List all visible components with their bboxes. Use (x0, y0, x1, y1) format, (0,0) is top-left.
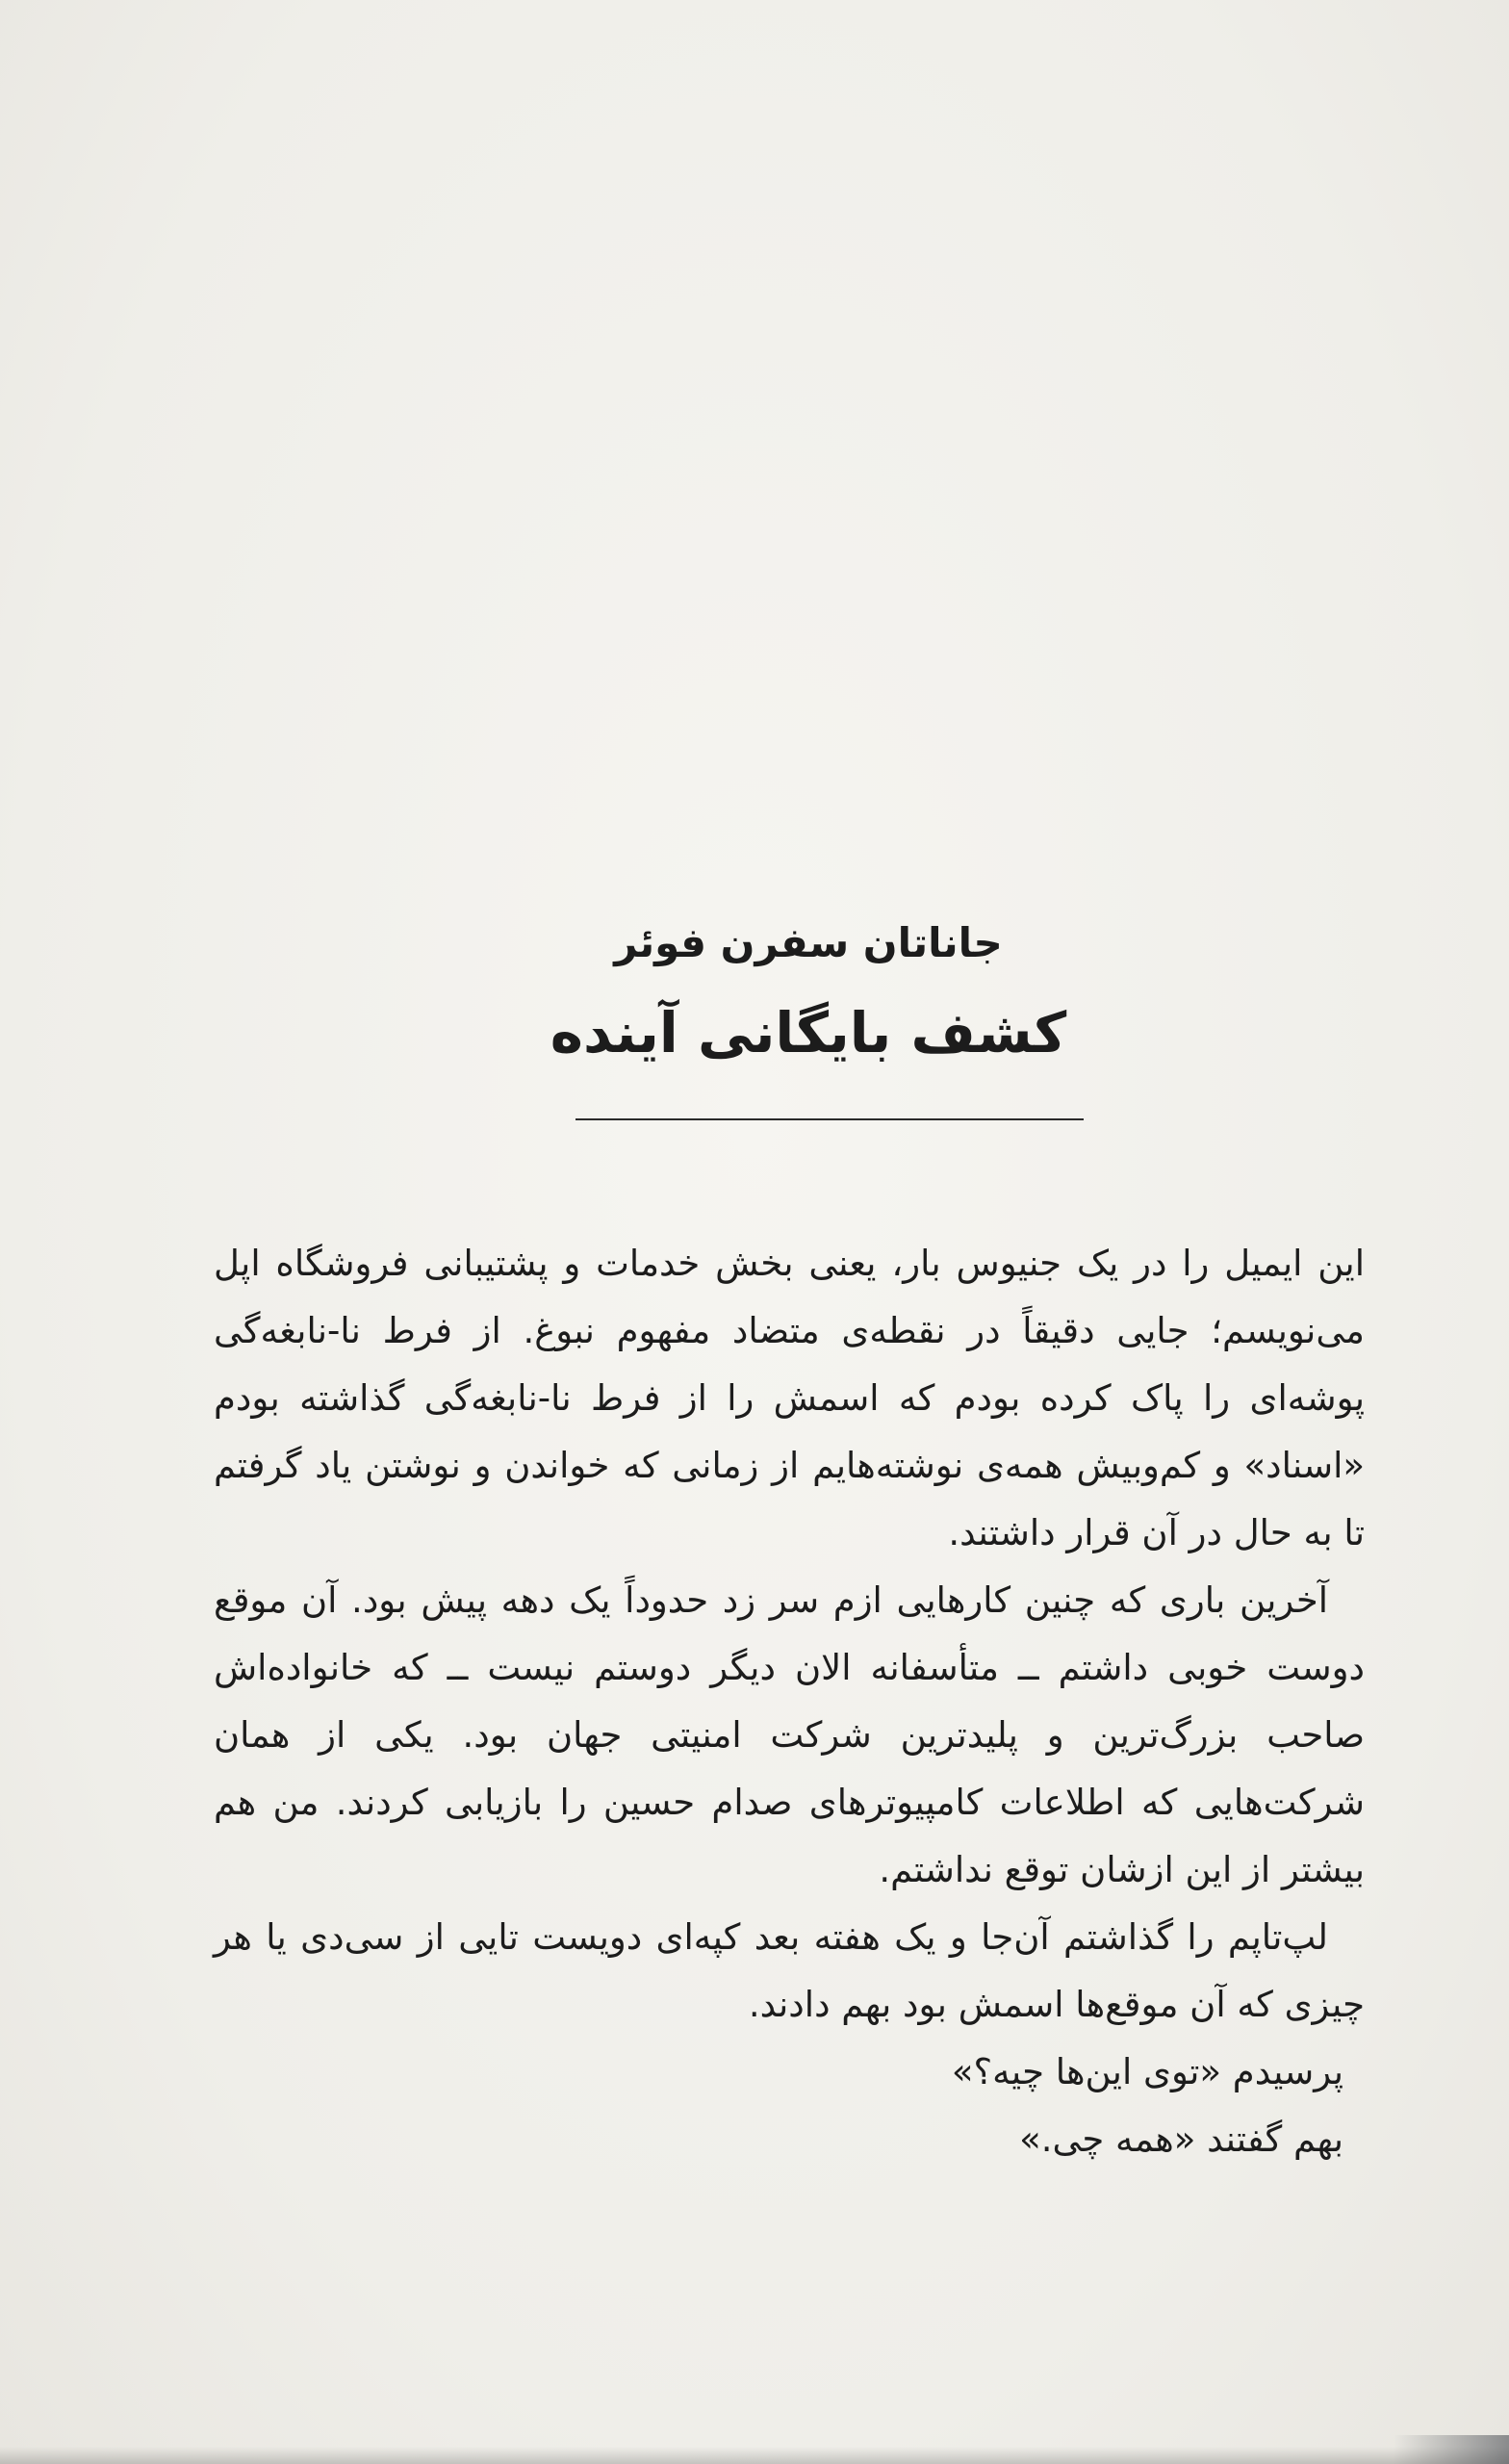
chapter-header (539, 914, 1078, 1076)
author-name: جاناتان سفرن فوئر (614, 919, 1003, 966)
chapter-title: کشف بایگانی آینده (550, 1000, 1067, 1065)
paragraph-3: لپ‌تاپم را گذاشتم آن‌جا و یک هفته بعد کپه‌ای دویست تایی از سی‌دی یا هر چیزی که آن موقع‌ها اسمش بود بهم دادند. (214, 1916, 1365, 2025)
body-text (214, 1230, 1365, 2173)
corner-shadow (1394, 2435, 1509, 2464)
dialog-line-2: بهم گفتند «همه چی.» (1019, 2118, 1343, 2160)
paragraph-2: آخرین باری که چنین کارهایی ازم سر زد حدوداً یک دهه پیش بود. آن موقع دوست خوبی داشتم ــ متأسفانه الان دیگر دوستم نیست ــ که خانواده‌اش صاحب بزرگ‌ترین و پلیدترین شرکت امنیتی جهان بود. یکی از همان شرکت‌هایی که اطلاعات کامپیوترهای صدام حسین را بازیابی کردند. من هم بیشتر از این ازشان توقع نداشتم. (214, 1579, 1365, 1890)
page-bottom-edge (0, 2447, 1509, 2464)
title-underline (575, 1118, 1084, 1120)
paragraph-1: این ایمیل را در یک جنیوس بار، یعنی بخش خدمات و پشتیبانی فروشگاه اپل می‌نویسم؛ جایی دقیقاً در نقطه‌ی متضاد مفهوم نبوغ. از فرط نا-نابغه‌گی پوشه‌ای را پاک کرده بودم که اسمش را از فرط نا-نابغه‌گی گذاشته بودم «اسناد» و کم‌وبیش همه‌ی نوشته‌هایم از زمانی که خواندن و نوشتن یاد گرفتم تا به حال در آن قرار داشتند. (214, 1243, 1365, 1553)
dialog-line-1: پرسیدم «توی این‌ها چیه؟» (951, 2051, 1343, 2092)
